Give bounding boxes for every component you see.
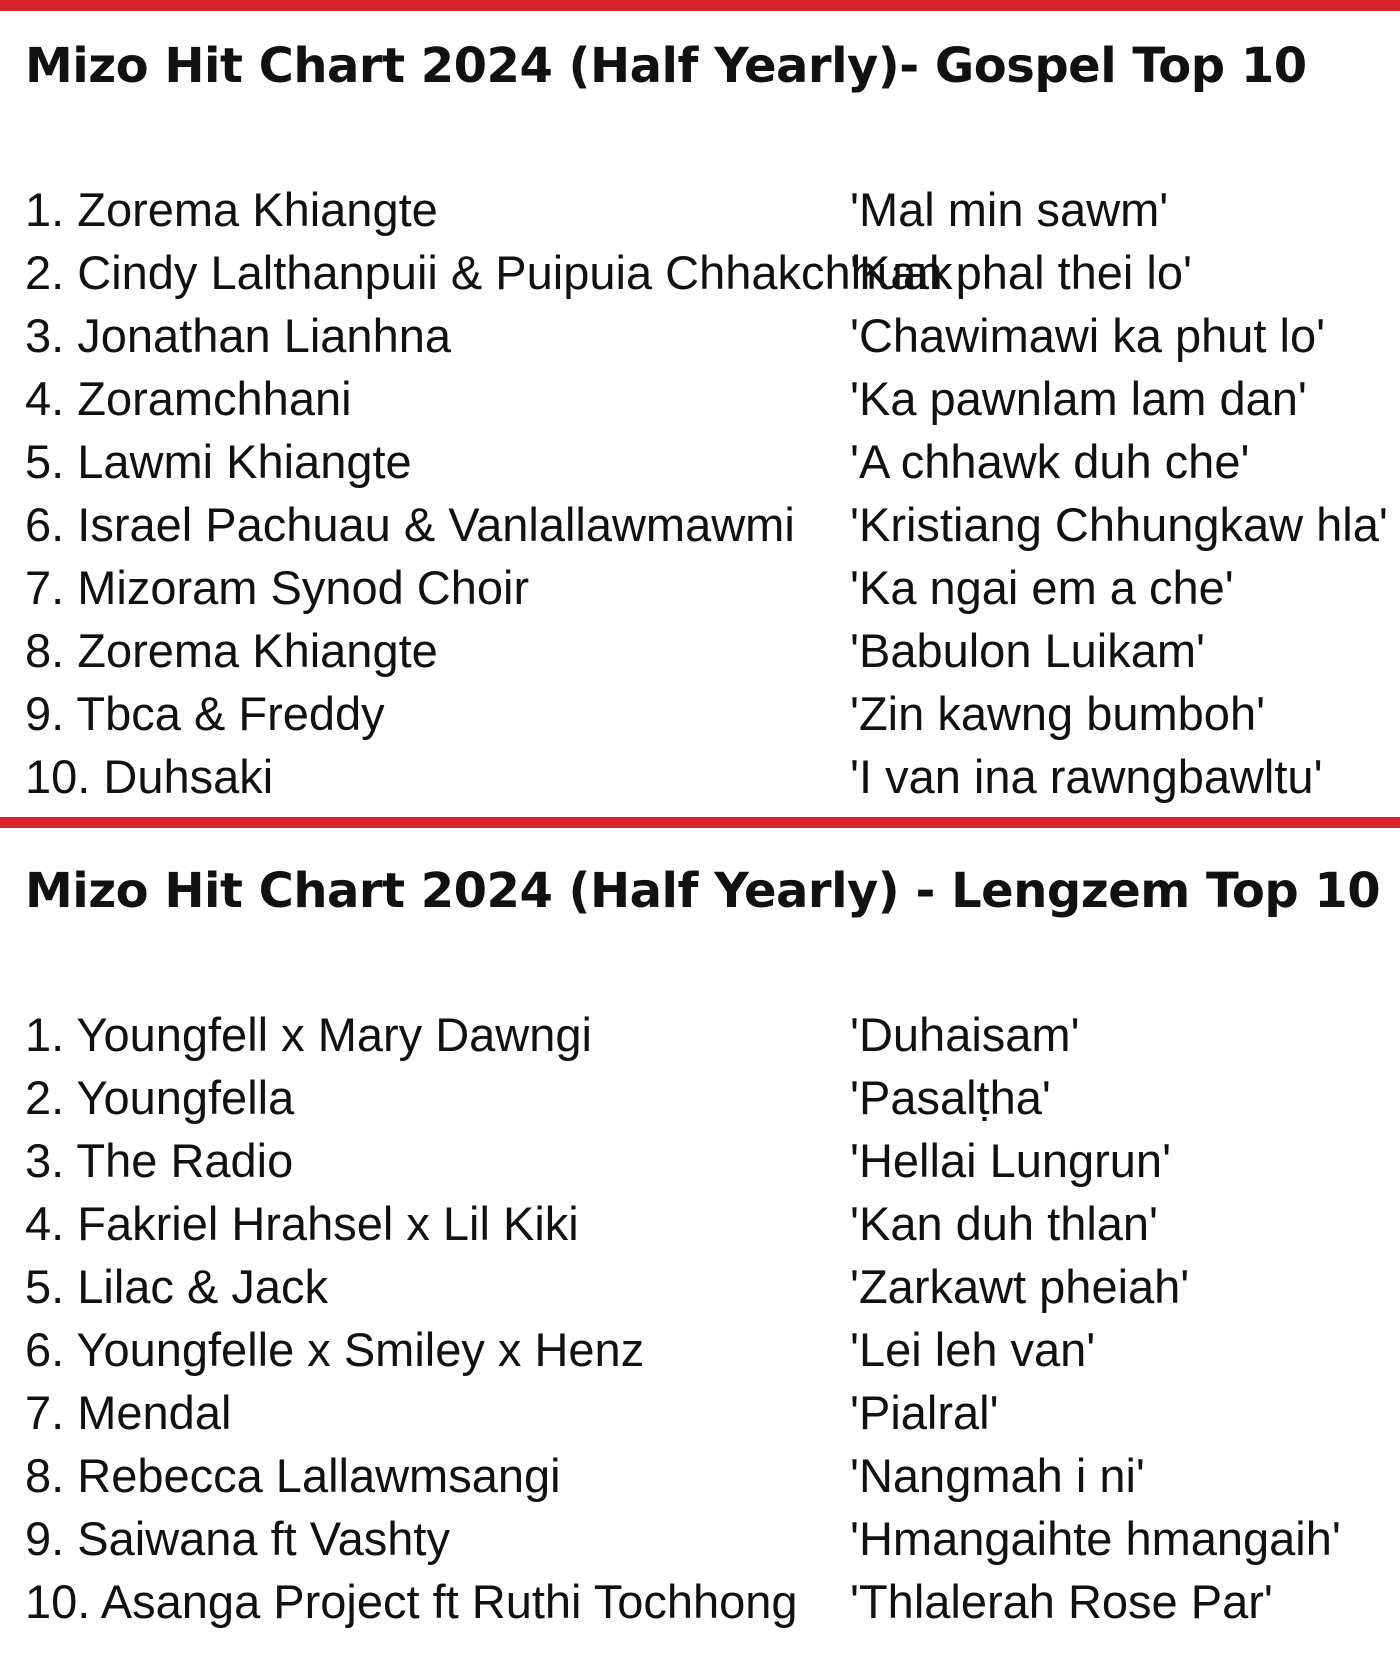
entry-song-title: 'I van ina rawngbawltu' — [850, 750, 1323, 803]
entry-song-title: 'Thlalerah Rose Par' — [850, 1575, 1273, 1628]
lengzem-chart-section — [25, 855, 1395, 1633]
gospel-chart-title: Mizo Hit Chart 2024 (Half Yearly)- Gospel Top 10 — [25, 38, 1307, 94]
entry-rank-artist: 7. Mizoram Synod Choir — [25, 561, 530, 614]
entry-rank-artist: 4. Fakriel Hrahsel x Lil Kiki — [25, 1197, 579, 1250]
chart-entry — [25, 1192, 1395, 1255]
chart-entry — [25, 493, 1395, 556]
chart-entry — [25, 304, 1395, 367]
entry-rank-artist: 9. Tbca & Freddy — [25, 687, 385, 740]
entry-rank-artist: 9. Saiwana ft Vashty — [25, 1512, 450, 1565]
chart-entry — [25, 1003, 1395, 1066]
entry-song-title: 'Hmangaihte hmangaih' — [850, 1512, 1341, 1565]
chart-entry — [25, 1444, 1395, 1507]
entry-rank-artist: 6. Youngfelle x Smiley x Henz — [25, 1323, 645, 1376]
entry-song-title: 'Ka ngai em a che' — [850, 561, 1234, 614]
chart-entry — [25, 1381, 1395, 1444]
lengzem-chart-title: Mizo Hit Chart 2024 (Half Yearly) - Lengzem Top 10 — [25, 863, 1381, 919]
entry-rank-artist: 6. Israel Pachuau & Vanlallawmawmi — [25, 498, 795, 551]
entry-rank-artist: 2. Cindy Lalthanpuii & Puipuia Chhakchhuak — [25, 246, 953, 299]
entry-song-title: 'Kan phal thei lo' — [850, 246, 1192, 299]
entry-song-title: 'Lei leh van' — [850, 1323, 1096, 1376]
entry-song-title: 'Zin kawng bumboh' — [850, 687, 1266, 740]
chart-entry — [25, 1255, 1395, 1318]
entry-song-title: 'Zarkawt pheiah' — [850, 1260, 1190, 1313]
chart-entry — [25, 682, 1395, 745]
entry-rank-artist: 4. Zoramchhani — [25, 372, 352, 425]
entry-song-title: 'Hellai Lungrun' — [850, 1134, 1172, 1187]
chart-entry — [25, 178, 1395, 241]
entry-rank-artist: 1. Youngfell x Mary Dawngi — [25, 1008, 592, 1061]
entry-song-title: 'Pasalṭha' — [850, 1071, 1051, 1124]
entry-song-title: 'Nangmah i ni' — [850, 1449, 1145, 1502]
chart-entry — [25, 1066, 1395, 1129]
chart-entry — [25, 430, 1395, 493]
entry-song-title: 'Mal min sawm' — [850, 183, 1169, 236]
gospel-chart-list — [25, 178, 1395, 808]
top-red-divider — [0, 0, 1400, 11]
chart-entry — [25, 556, 1395, 619]
lengzem-chart-list — [25, 1003, 1395, 1633]
entry-rank-artist: 2. Youngfella — [25, 1071, 295, 1124]
chart-entry — [25, 1129, 1395, 1192]
entry-song-title: 'Pialral' — [850, 1386, 999, 1439]
entry-song-title: 'Babulon Luikam' — [850, 624, 1206, 677]
entry-rank-artist: 3. Jonathan Lianhna — [25, 309, 451, 362]
entry-song-title: 'Kan duh thlan' — [850, 1197, 1159, 1250]
entry-rank-artist: 10. Asanga Project ft Ruthi Tochhong — [25, 1575, 798, 1628]
gospel-chart-section — [25, 30, 1395, 808]
entry-song-title: 'Ka pawnlam lam dan' — [850, 372, 1307, 425]
entry-song-title: 'Chawimawi ka phut lo' — [850, 309, 1326, 362]
chart-entry — [25, 1570, 1395, 1633]
chart-entry — [25, 1318, 1395, 1381]
entry-rank-artist: 3. The Radio — [25, 1134, 294, 1187]
middle-red-divider — [0, 817, 1400, 828]
entry-song-title: 'Duhaisam' — [850, 1008, 1080, 1061]
chart-entry — [25, 367, 1395, 430]
entry-rank-artist: 5. Lawmi Khiangte — [25, 435, 412, 488]
entry-rank-artist: 7. Mendal — [25, 1386, 232, 1439]
chart-entry — [25, 745, 1395, 808]
entry-rank-artist: 8. Rebecca Lallawmsangi — [25, 1449, 561, 1502]
chart-entry — [25, 241, 1395, 304]
chart-entry — [25, 619, 1395, 682]
entry-song-title: 'A chhawk duh che' — [850, 435, 1250, 488]
entry-rank-artist: 5. Lilac & Jack — [25, 1260, 329, 1313]
entry-rank-artist: 1. Zorema Khiangte — [25, 183, 438, 236]
chart-entry — [25, 1507, 1395, 1570]
entry-rank-artist: 10. Duhsaki — [25, 750, 274, 803]
entry-song-title: 'Kristiang Chhungkaw hla' — [850, 498, 1388, 551]
entry-rank-artist: 8. Zorema Khiangte — [25, 624, 438, 677]
